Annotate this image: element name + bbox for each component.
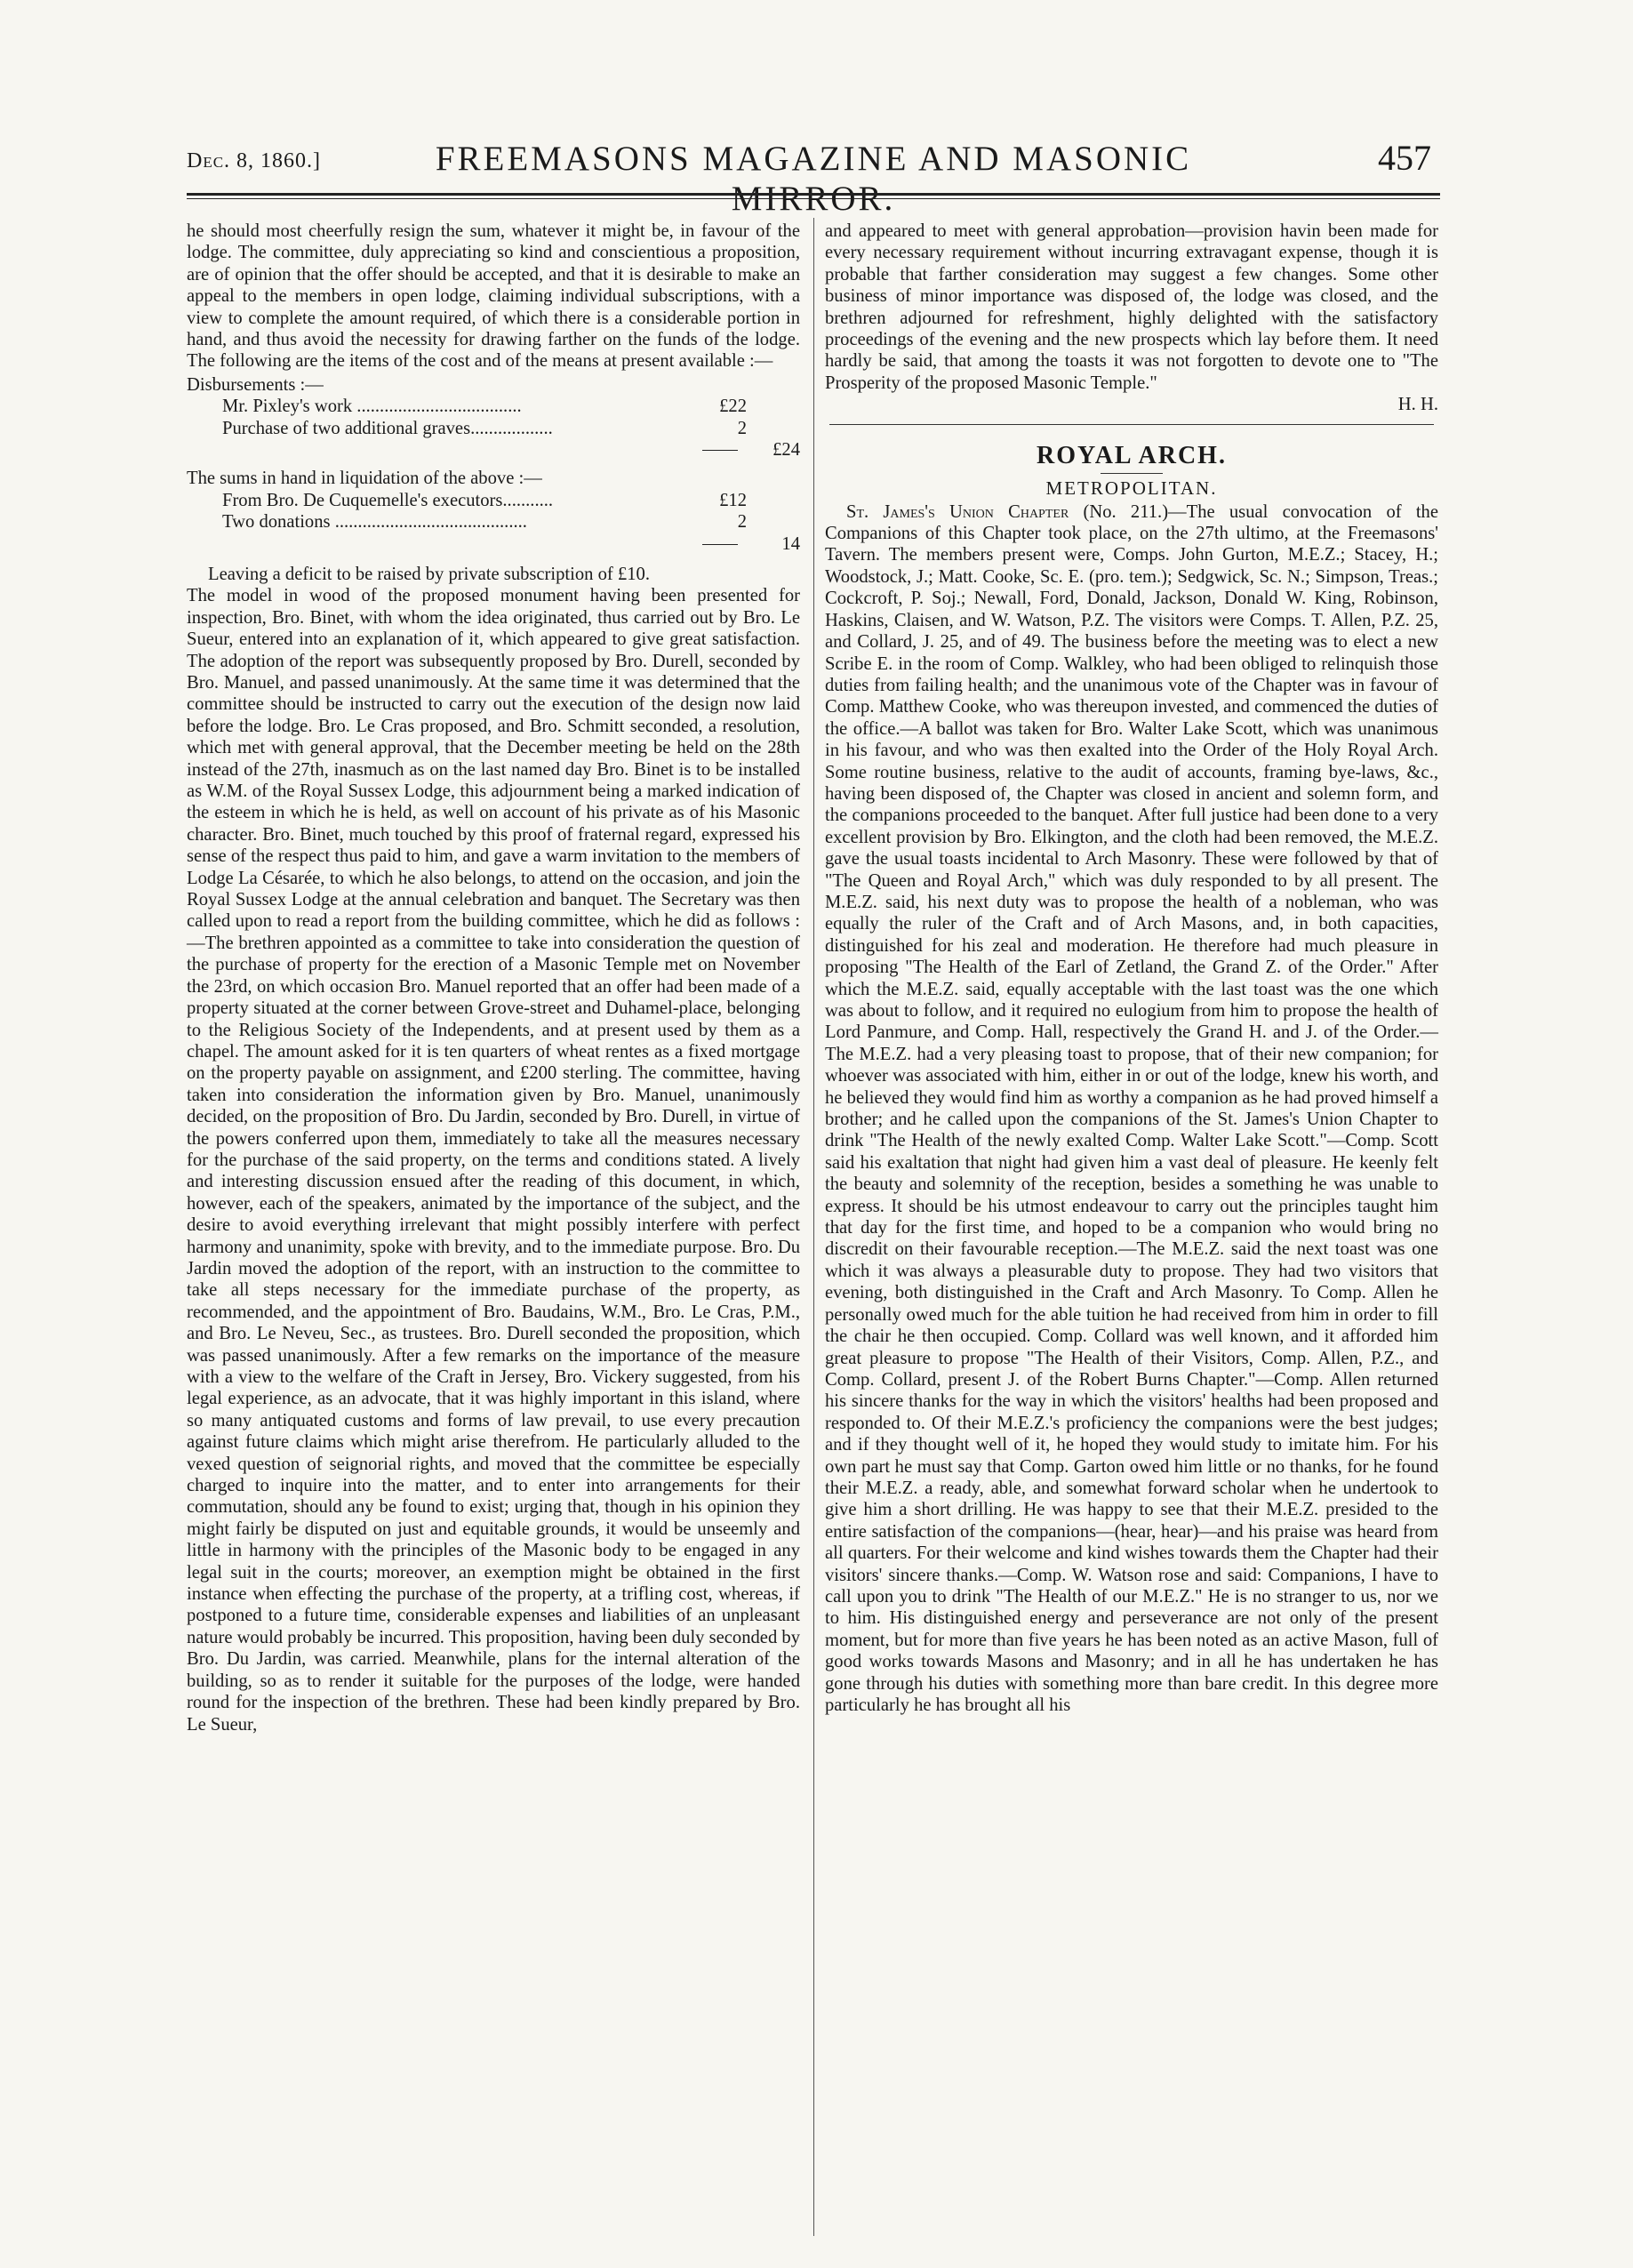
title-underline [1101,473,1163,474]
issue-date: Dec. 8, 1860.] [187,149,322,172]
header-rule-thin [187,198,1440,199]
paragraph: The model in wood of the proposed monument having been presented for inspection, Bro. Binet, with whom the idea originated, thus carried out by Bro. Le Sueur, entered into an explanation of it, which appeared to give great satisfaction. The adoption of the report was subsequently proposed by Bro. Durell, seconded by Bro. Manuel, and passed unanimously. At the same time it was determined that the committee should be instructed to carry out the execution of the design now laid before the lodge. Bro. Le Cras proposed, and Bro. Schmitt seconded, a resolution, which met with general approval, that the December meeting be held on the 28th instead of the 27th, inasmuch as on the last named day Bro. Binet is to be installed as W.M. of the Royal Sussex Lodge, this adjournment being a marked indication of the esteem in which he is held, as well on account of his private as of his Masonic character. Bro. Binet, much touched by this proof of fraternal regard, expressed his sense of the respect thus paid to him, and gave a warm invitation to the members of Lodge La Césarée, to which he also belongs, to attend on the occasion, and join the Royal Sussex Lodge at the annual celebration and banquet. The Secretary was then called upon to read a report from the building committee, which he did as follows :—The brethren appointed as a committee to take into consideration the question of the purchase of property for the erection of a Masonic Temple met on November the 23rd, on which occasion Bro. Manuel reported that an offer had been made of a property situated at the corner between Grove-street and Duhamel-place, belonging to the Religious Society of the Independents, and at present used by them as a chapel. The amount asked for it is ten quarters of wheat rentes as a fixed mortgage on the property payable on assignment, and £200 sterling. The committee, having taken into consideration the information given by Bro. Manuel, unanimously decided, on the proposition of Bro. Du Jardin, seconded by Bro. Durell, in virtue of the powers conferred upon them, immediately to take all the measures necessary for the purchase of the said property, on the terms and conditions stated. A lively and interesting discussion ensued after the reading of this document, in which, however, each of the speakers, animated by the importance of the subject, and the desire to avoid everything irrelevant that might possibly interfere with perfect harmony and unanimity, spoke with brevity, and to the immediate purpose. Bro. Du Jardin moved the adoption of the report, with an instruction to the committee to take all steps necessary for the immediate purchase of the property, as recommended, and the appointment of Bro. Baudains, W.M., Bro. Le Cras, P.M., and Bro. Le Neveu, Sec., as trustees. Bro. Durell seconded the proposition, which was passed unanimously. After a few remarks on the importance of the measure with a view to the welfare of the Craft in Jersey, Bro. Vickery suggested, from his legal experience, as an advocate, that it was highly important in this island, where so many antiquated customs and forms of law prevail, to use every precaution against future claims which might arise therefrom. He particularly alluded to the vexed question of seignorial rights, and moved that the committee be especially charged to inquire into the matter, and to enter into arrangements for their commutation, should any be found to exist; urging that, though in his opinion they might fairly be disputed on just and equitable grounds, it would be unseemly and little in harmony with the principles of the Masonic body to be engaged in any legal suit in the courts; moreover, an exemption might be obtained in the first instance when effecting the purchase of the property, at a trifling cost, whereas, if postponed to a future time, considerable expenses and liabilities of an unpleasant nature would probably be incurred. This proposition, having been duly seconded by Bro. Du Jardin, was carried. Meanwhile, plans for the internal alteration of the building, so as to render it suitable for the purposes of the lodge, were handed round for the inspection of the brethren. These had been kindly prepared by Bro. Le Sueur, [187,586,800,1735]
item-label: From Bro. De Cuquemelle's executors........... [222,490,554,510]
item-amount: 2 [737,418,747,438]
table-row [187,490,800,511]
paragraph: he should most cheerfully resign the sum, whatever it might be, in favour of the lodge. The committee, duly appreciating so kind and conscientious a proposition, are of opinion that the offer should be accepted, and that it is desirable to make an appeal to the members in open lodge, claiming individual subscriptions, with a view to complete the amount required, of which there is a considerable portion in hand, and thus avoid the necessity for drawing farther on the funds of the lodge. The following are the items of the cost and of the means at present available :— [187,221,800,372]
signature: H. H. [1397,395,1438,415]
table-row [187,396,800,417]
table-heading: The sums in hand in liquidation of the above :— [187,469,542,489]
table-heading: Disbursements :— [187,374,324,395]
signature-line [825,394,1438,415]
table-total-row [187,533,800,555]
column-divider [813,218,814,2236]
item-amount: £22 [719,397,747,417]
paragraph [825,501,1438,1717]
item-amount: £12 [719,490,747,510]
left-column [187,220,800,1735]
page-number: 457 [1378,138,1431,178]
chapter-name: St. James's Union Chapter [846,501,1069,522]
section-title: ROYAL ARCH. [1037,442,1227,470]
table-row [187,511,800,533]
table-total-row [187,439,800,461]
total-amount: £24 [772,440,800,461]
total-dash [702,450,738,451]
total-dash [702,544,738,545]
paragraph: and appeared to meet with general approbation—provision havin been made for every necessary requirement without incurring extravagant expense, though it is probable that farther consideration may suggest a few changes. Some other business of minor importance was disposed of, the lodge was closed, and the brethren adjourned for refreshment, highly delighted with the satisfactory proceedings of the evening and the new prospects which lay before them. It need hardly be said, that among the toasts it was not forgotten to devote one to "The Prosperity of the proposed Masonic Temple." [825,221,1438,393]
section-divider [829,424,1434,425]
right-column [825,220,1438,1716]
paragraph-body: (No. 211.)—The usual convocation of the Companions of this Chapter took place, on the 27th ultimo, at the Freemasons' Tavern. The members present were, Comps. John Gurton, M.E.Z.; Stacey, H.; Woodstock, J.; Matt. Cooke, Sc. E. (pro. tem.); Sedgwick, Sc. N.; Simpson, Treas.; Cockcroft, P. Soj.; Newall, Ford, Donald, Jackson, Donald W. King, Robinson, Haskins, Claisen, and W. Watson, P.Z. The visitors were Comps. T. Allen, P.Z. 25, and Collard, J. 25, and of 49. The business before the meeting was to elect a new Scribe E. in the room of Comp. Walkley, who had been obliged to relinquish those duties from failing health; and the unanimous vote of the Chapter was in favour of Comp. Matthew Cooke, who was thereupon invested, and commenced the duties of the office.—A ballot was taken for Bro. Walter Lake Scott, which was unanimous in his favour, and who was then exalted into the Order of the Holy Royal Arch. Some routine business, relative to the audit of accounts, framing bye-laws, &c., having been disposed of, the Chapter was closed in ancient and solemn form, and the companions proceeded to the banquet. After full justice had been done to a very excellent provision by Bro. Elkington, and the cloth had been removed, the M.E.Z. gave the usual toasts incidental to Arch Masonry. These were followed by that of "The Queen and Royal Arch," which was duly responded to by all present. The M.E.Z. said, his next duty was to propose the health of a nobleman, who was equally the ruler of the Craft and of Arch Masons, and, in both capacities, distinguished for his zeal and moderation. He therefore had much pleasure in proposing "The Health of the Earl of Zetland, the Grand Z. of the Order." After which the M.E.Z. said, equally acceptable with the last toast was the one which was about to follow, and it required no eulogium from him to propose the health of Lord Panmure, and Comp. Hall, respectively the Grand H. and J. of the Order.—The M.E.Z. had a very pleasing toast to propose, that of their new companion; for whoever was associated with him, either in or out of the lodge, knew his worth, and he believed they would find him as worthy a companion as he had proved himself a brother; and he called upon the companions of the St. James's Union Chapter to drink "The Health of the newly exalted Comp. Walter Lake Scott."—Comp. Scott said his exaltation that night had given him a vast deal of pleasure. He keenly felt the beauty and solemnity of the reception, besides a something he was unable to express. It should be his utmost endeavour to carry out the principles taught him that day for the first time, and hoped to be a companion who would bring no discredit on their favourable reception.—The M.E.Z. said the next toast was one which it was always a pleasurable duty to propose. They had two visitors that evening, both distinguished in the Craft and Arch Masonry. To Comp. Allen he personally owed much for the able tuition he had received from him in order to fill the chair he then occupied. Comp. Collard was well known, and it afforded him great pleasure to propose "The Health of their Visitors, Comp. Allen, P.Z., and Comp. Collard, present J. of the Robert Burns Chapter."—Comp. Allen returned his sincere thanks for the way in which the visitors' healths had been proposed and responded to. Of their M.E.Z.'s proficiency the companions were the best judges; and if they thought well of it, he hoped they would study to imitate him. For his own part he must say that Comp. Garton owed him little or no thanks, for he found their M.E.Z. a ready, able, and somewhat forward scholar when he undertook to give him a short drilling. He was happy to see that their M.E.Z. presided to the entire satisfaction of the companions—(hear, hear)—and his praise was heard from all quarters. For their welcome and kind wishes towards them the Chapter had their visitors' sincere thanks.—Comp. W. Watson rose and said: Companions, I have to call upon you to drink "The Health of our M.E.Z." He is no stranger to us, nor we to him. His distinguished energy and perseverance are not only of the present moment, but for more than five years he has been noted as an active Mason, full of good works towards Masons and Masonry; and in all he has undertaken he has gone through his duties with something more than bare credit. In this degree more particularly he has brought all his [825,501,1438,1715]
page-header [187,133,1440,187]
item-amount: 2 [737,512,747,533]
item-label: Mr. Pixley's work .................................... [222,397,522,417]
disbursements-table [187,374,800,461]
header-rule-thick [187,193,1440,196]
item-label: Two donations .......................................... [222,512,527,533]
total-amount: 14 [781,533,800,554]
deficit-line: Leaving a deficit to be raised by private subscription of £10. [208,564,650,584]
section-subtitle: METROPOLITAN. [1045,477,1218,500]
item-label: Purchase of two additional graves.................. [222,418,553,438]
masthead-title: FREEMASONS MAGAZINE AND MASONIC [435,140,1192,178]
sums-in-hand-table [187,468,800,555]
table-row [187,418,800,439]
